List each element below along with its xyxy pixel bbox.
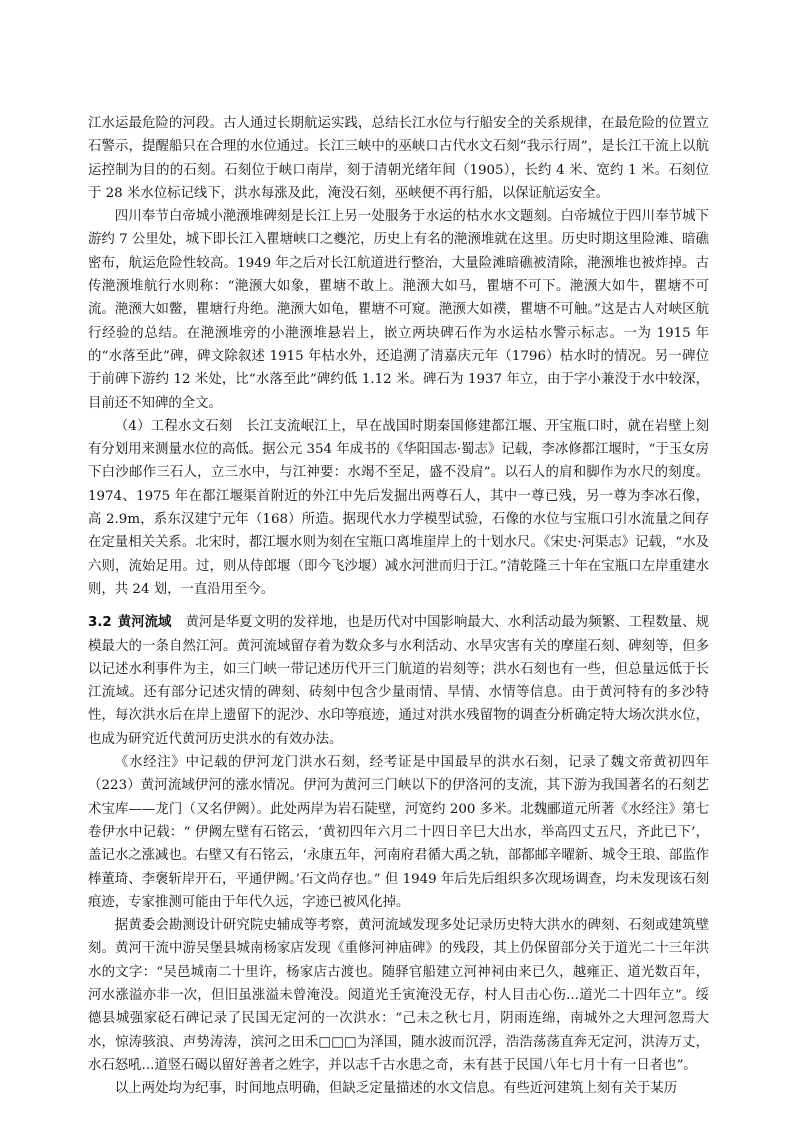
document-page [88,112,709,1100]
body-paragraph: 四川奉节白帝城小滟滪堆碑刻是长江上另一处服务于水运的枯水水文题刻。白帝城位于四川奉节城下游约 7 公里处，城下即长江入瞿塘峡口之夔沱，历史上有名的滟滪堆就在这里。历史时期这里险滩、暗礁密布，航运危险性较高。1949 年之后对长江航道进行整治，大量险滩暗礁被清除，滟滪堆也被炸掉。古传滟滪堆航行水则称：“滟滪大如象，瞿塘不敢上。滟滪大如马，瞿塘不可下。滟滪大如牛，瞿塘不可流。滟滪大如鳖，瞿塘行舟绝。滟滪大如龟，瞿塘不可窥。滟滪大如襆，瞿塘不可触。”这是古人对峡区航行经验的总结。在滟滪堆旁的小滟滪堆悬岩上，嵌立两块碑石作为水运枯水警示标志。一为 1915 年的“水落至此”碑，碑文除叙述 1915 年枯水外，还追溯了清嘉庆元年（1796）枯水时的情况。另一碑位于前碑下游约 12 米处，比“水落至此”碑约低 1.12 米。碑石为 1937 年立，由于字小兼没于水中较深，目前还不知碑的全文。 [88,209,709,411]
body-paragraph: 据黄委会勘测设计研究院史辅成等考察，黄河流域发现多处记录历史特大洪水的碑刻、石刻或建筑壁刻。黄河干流中游吴堡县城南杨家店发现《重修河神庙碑》的残段，其上仍保留部分关于道光二十三年洪水的文字：“吴邑城南二十里许，杨家店古渡也。随驿官船建立河神祠由来已久，越雍正、道光数百年，河水涨溢亦非一次，但旧虽涨溢未曾淹没。阅道光壬寅淹没无存，村人目击心伤...道光二十四年立”。绥德县城强家砭石碑记录了民国无定河的一次洪水：“己未之秋七月，阴雨连绵，南城外之大理河忽焉大水，惊涛骇浪、声势涛涛，滨河之田禾□□□为泽国，随水波而沉浮，浩浩荡荡直奔无定河，洪涛万丈，水石怒吼...道竖石碣以留好善者之姓字，并以志千古水患之奇，未有甚于民国八年七月十有一日者也”。 [88,918,709,1073]
body-after-section [88,751,709,1100]
body-before-section [88,112,709,601]
section-3-2 [88,611,709,751]
body-paragraph: 江水运最危险的河段。古人通过长期航运实践，总结长江水位与行船安全的关系规律，在最危险的位置立石警示，提醒船只在合理的水位通过。长江三峡中的巫峡口古代水文石刻“我示行周”，是长江干流上以航运控制为目的的石刻。石刻位于峡口南岸，刻于清朝光绪年间（1905），长约 4 米、宽约 1 米。石刻位于 28 米水位标记线下，洪水每涨及此，淹没石刻，巫峡便不再行船，以保证航运安全。 [88,116,709,201]
section-intro-text: 黄河是华夏文明的发祥地，也是历代对中国影响最大、水利活动最为频繁、工程数量、规模最大的一条自然江河。黄河流域留存着为数众多与水利活动、水旱灾害有关的摩崖石刻、碑刻等，但多以记述水利事件为主，如三门峡一带记述历代开三门航道的岩刻等；洪水石刻也有一些，但总量远低于长江流域。还有部分记述灾情的碑刻、砖刻中包含少量雨情、旱情、水情等信息。由于黄河特有的多沙特性，每次洪水后在岸上遗留下的泥沙、水印等痕迹，通过对洪水残留物的调查分析确定特大场次洪水位，也成为研究近代黄河历史洪水的有效办法。 [88,615,709,747]
section-heading [88,615,185,630]
section-paragraph [88,611,709,751]
section-title: 黄河流域 [117,615,172,631]
body-paragraph: 《水经注》中记载的伊河龙门洪水石刻，经考证是中国最早的洪水石刻，记录了魏文帝黄初四年（223）黄河流域伊河的涨水情况。伊河为黄河三门峡以下的伊洛河的支流，其下游为我国著名的石刻艺术宝库——龙门（又名伊阙）。此处两岸为岩石陡壁，河宽约 200 多米。北魏郦道元所著《水经注》第七卷伊水中记载：“ 伊阙左壁有石铭云，‘黄初四年六月二十四日辛巳大出水，举高四丈五尺，齐此已下’，盖记水之涨减也。右壁又有石铭云，‘永康五年，河南府君循大禹之轨，部都邮辛曜新、城令王琅、部监作棒董琦、李褒斩岸开石，平通伊阙。’石文尚存也。” 但 1949 年后先后组织多次现场调查，均未发现该石刻痕迹，专家推测可能由于年代久远，字迹已被风化掉。 [88,755,709,910]
body-paragraph: （4）工程水文石刻 长江支流岷江上，早在战国时期秦国修建都江堰、开宝瓶口时，就在岩壁上刻有分划用来测量水位的高低。据公元 354 年成书的《华阳国志·蜀志》记载，李冰修都江堰时，“于玉女房下白沙邮作三石人，立三水中，与江神要：水竭不至足，盛不没肩”。以石人的肩和脚作为水尺的刻度。1974、1975 年在都江堰渠首附近的外江中先后发掘出两尊石人，其中一尊已残，另一尊为李冰石像，高 2.9m，系东汉建宁元年（168）所造。据现代水力学模型试验，石像的水位与宝瓶口引水流量之间存在定量相关关系。北宋时，都江堰水则为刻在宝瓶口离堆崖岸上的十划水尺。《宋史·河渠志》记载，“水及六则，流始足用。过，则从侍郎堰（即今飞沙堰）减水河泄而归于江。”清乾隆三十年在宝瓶口左岸重建水则，共 24 划，一直沿用至今。 [88,418,709,597]
body-paragraph: 以上两处均为纪事，时间地点明确，但缺乏定量描述的水文信息。有些近河建筑上刻有关于某历 [114,1081,678,1097]
section-number: 3.2 [88,615,112,631]
